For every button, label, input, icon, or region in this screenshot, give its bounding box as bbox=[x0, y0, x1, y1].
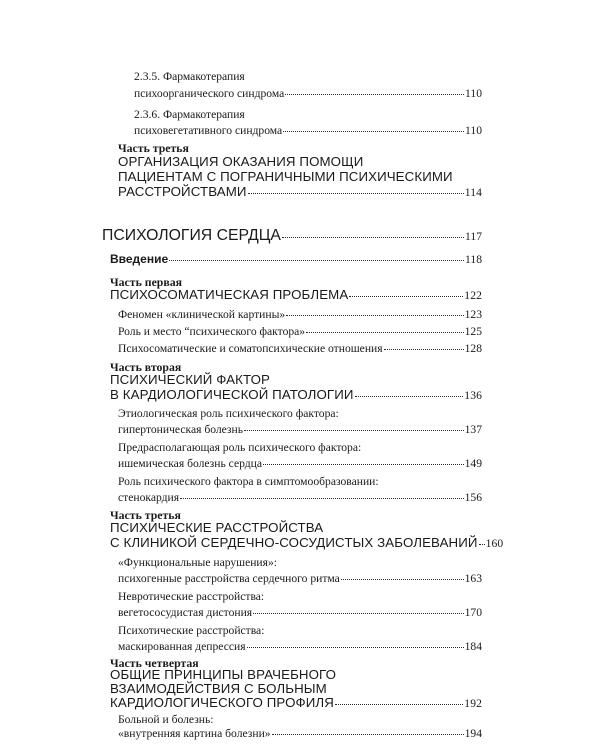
dot-leader bbox=[306, 331, 464, 333]
toc-entry-ischemic[interactable] bbox=[118, 457, 482, 471]
toc-entry-title: вегетососудистая дистония bbox=[118, 606, 253, 619]
part-title-line: ПСИХОСОМАТИЧЕСКАЯ ПРОБЛЕМА bbox=[110, 287, 349, 302]
toc-entry-title: Феномен «клинической картины» bbox=[118, 308, 286, 321]
toc-page-number: 117 bbox=[465, 230, 482, 243]
dot-leader bbox=[282, 236, 464, 238]
toc-page-number: 184 bbox=[464, 640, 482, 653]
toc-page-number: 110 bbox=[465, 124, 482, 137]
dot-leader bbox=[263, 463, 464, 465]
part-label: Часть третья bbox=[118, 141, 189, 155]
toc-page-number: 160 bbox=[485, 537, 504, 550]
toc-part-psychic-factor[interactable] bbox=[110, 388, 482, 403]
part-title-line: ОРГАНИЗАЦИЯ ОКАЗАНИЯ ПОМОЩИ bbox=[118, 154, 364, 169]
toc-page-number: 118 bbox=[465, 253, 482, 266]
toc-part-interaction-principles[interactable] bbox=[110, 696, 482, 711]
toc-entry-rhythm-disorders[interactable] bbox=[118, 572, 482, 586]
toc-page-number: 125 bbox=[464, 325, 482, 338]
toc-entry-line1: Невротические расстройства: bbox=[118, 590, 265, 603]
toc-entry-line1: Больной и болезнь: bbox=[118, 713, 214, 726]
toc-entry-dystonia[interactable] bbox=[118, 606, 482, 620]
part-title-line: В КАРДИОЛОГИЧЕСКОЙ ПАТОЛОГИИ bbox=[110, 387, 354, 402]
dot-leader bbox=[341, 578, 464, 580]
toc-part-organization[interactable] bbox=[118, 185, 482, 200]
toc-book-psychology-of-heart[interactable] bbox=[102, 226, 482, 245]
toc-entry-psychosomatic-relations[interactable] bbox=[118, 342, 482, 356]
toc-entry-title: психоорганического синдрома bbox=[134, 87, 285, 100]
part-label: Часть первая bbox=[110, 275, 183, 289]
toc-page-number: 110 bbox=[465, 87, 482, 100]
toc-entry-title: Роль и место “психического фактора» bbox=[118, 325, 306, 338]
dot-leader bbox=[479, 543, 485, 545]
toc-entry-title: «внутренняя картина болезни» bbox=[118, 727, 271, 740]
dot-leader bbox=[169, 259, 464, 261]
toc-page-number: 137 bbox=[464, 423, 482, 436]
introduction-label: Введение bbox=[110, 252, 169, 266]
dot-leader bbox=[355, 395, 464, 397]
dot-leader bbox=[247, 646, 464, 648]
toc-subsection-2-3-6[interactable] bbox=[134, 124, 482, 138]
toc-entry-title: стенокардия bbox=[118, 491, 180, 504]
dot-leader bbox=[384, 348, 464, 350]
dot-leader bbox=[248, 192, 464, 194]
dot-leader bbox=[335, 703, 463, 705]
toc-introduction[interactable] bbox=[110, 252, 482, 267]
dot-leader bbox=[286, 314, 463, 316]
toc-entry-masked-depression[interactable] bbox=[118, 640, 482, 654]
toc-entry-angina[interactable] bbox=[118, 491, 482, 505]
toc-entry-title: гипертоническая болезнь bbox=[118, 423, 244, 436]
toc-page-number: 123 bbox=[464, 308, 482, 321]
dot-leader bbox=[272, 733, 464, 735]
toc-page-number: 149 bbox=[464, 457, 482, 470]
toc-page-number: 122 bbox=[464, 289, 482, 302]
toc-page-number: 194 bbox=[464, 727, 482, 740]
toc-part-mental-disorders[interactable] bbox=[110, 535, 504, 551]
toc-page-number: 170 bbox=[464, 606, 482, 619]
toc-entry-title: психовегетативного синдрома bbox=[134, 124, 283, 137]
toc-subsection-2-3-5[interactable] bbox=[134, 87, 482, 101]
part-title-line: КАРДИОЛОГИЧЕСКОГО ПРОФИЛЯ bbox=[110, 695, 334, 710]
toc-entry-line1: Психотические расстройства: bbox=[118, 624, 265, 637]
toc-subsection-2-3-6-line1: 2.3.6. Фармакотерапия bbox=[134, 108, 245, 121]
toc-entry-clinical-picture[interactable] bbox=[118, 308, 482, 322]
toc-entry-hypertension[interactable] bbox=[118, 423, 482, 437]
toc-subsection-2-3-5-line1: 2.3.5. Фармакотерапия bbox=[134, 70, 245, 83]
toc-entry-line1: «Функциональные нарушения»: bbox=[118, 556, 277, 569]
toc-entry-psychic-factor-role[interactable] bbox=[118, 325, 482, 339]
toc-entry-internal-picture[interactable] bbox=[118, 727, 482, 741]
toc-page-number: 114 bbox=[464, 186, 482, 199]
dot-leader bbox=[349, 295, 463, 297]
toc-part-psychosomatic[interactable] bbox=[110, 288, 482, 303]
part-title-line: ПСИХИЧЕСКИЕ РАССТРОЙСТВА bbox=[110, 520, 324, 535]
dot-leader bbox=[285, 93, 464, 95]
toc-entry-line1: Предрасполагающая роль психического фактора: bbox=[118, 441, 362, 454]
toc-entry-title: маскированная депрессия bbox=[118, 640, 246, 653]
part-title-line: РАССТРОЙСТВАМИ bbox=[118, 184, 247, 199]
part-label: Часть четвертая bbox=[110, 656, 199, 670]
dot-leader bbox=[253, 612, 463, 614]
toc-page-number: 128 bbox=[464, 342, 482, 355]
part-title-line: ПАЦИЕНТАМ С ПОГРАНИЧНЫМИ ПСИХИЧЕСКИМИ bbox=[118, 169, 453, 184]
toc-entry-line1: Этиологическая роль психического фактора: bbox=[118, 407, 339, 420]
toc-page-number: 163 bbox=[464, 572, 482, 585]
part-title-line: С КЛИНИКОЙ СЕРДЕЧНО-СОСУДИСТЫХ ЗАБОЛЕВАНИЙ bbox=[110, 535, 478, 550]
toc-entry-line1: Роль психического фактора в симптомообразовании: bbox=[118, 475, 379, 488]
toc-page-number: 136 bbox=[464, 389, 482, 402]
part-label: Часть третья bbox=[110, 508, 181, 522]
dot-leader bbox=[180, 497, 464, 499]
toc-page-number: 156 bbox=[464, 491, 482, 504]
part-title-line: ПСИХИЧЕСКИЙ ФАКТОР bbox=[110, 372, 270, 387]
toc-entry-title: психогенные расстройства сердечного ритма bbox=[118, 572, 340, 585]
part-title-line: ОБЩИЕ ПРИНЦИПЫ ВРАЧЕБНОГО bbox=[110, 667, 337, 682]
book-title: ПСИХОЛОГИЯ СЕРДЦА bbox=[102, 227, 281, 244]
part-label: Часть вторая bbox=[110, 360, 182, 374]
dot-leader bbox=[283, 130, 464, 132]
toc-page-number: 192 bbox=[464, 697, 482, 710]
dot-leader bbox=[244, 429, 464, 431]
part-title-line: ВЗАИМОДЕЙСТВИЯ С БОЛЬНЫМ bbox=[110, 681, 327, 696]
toc-entry-title: Психосоматические и соматопсихические отношения bbox=[118, 342, 383, 355]
toc-entry-title: ишемическая болезнь сердца bbox=[118, 457, 262, 470]
